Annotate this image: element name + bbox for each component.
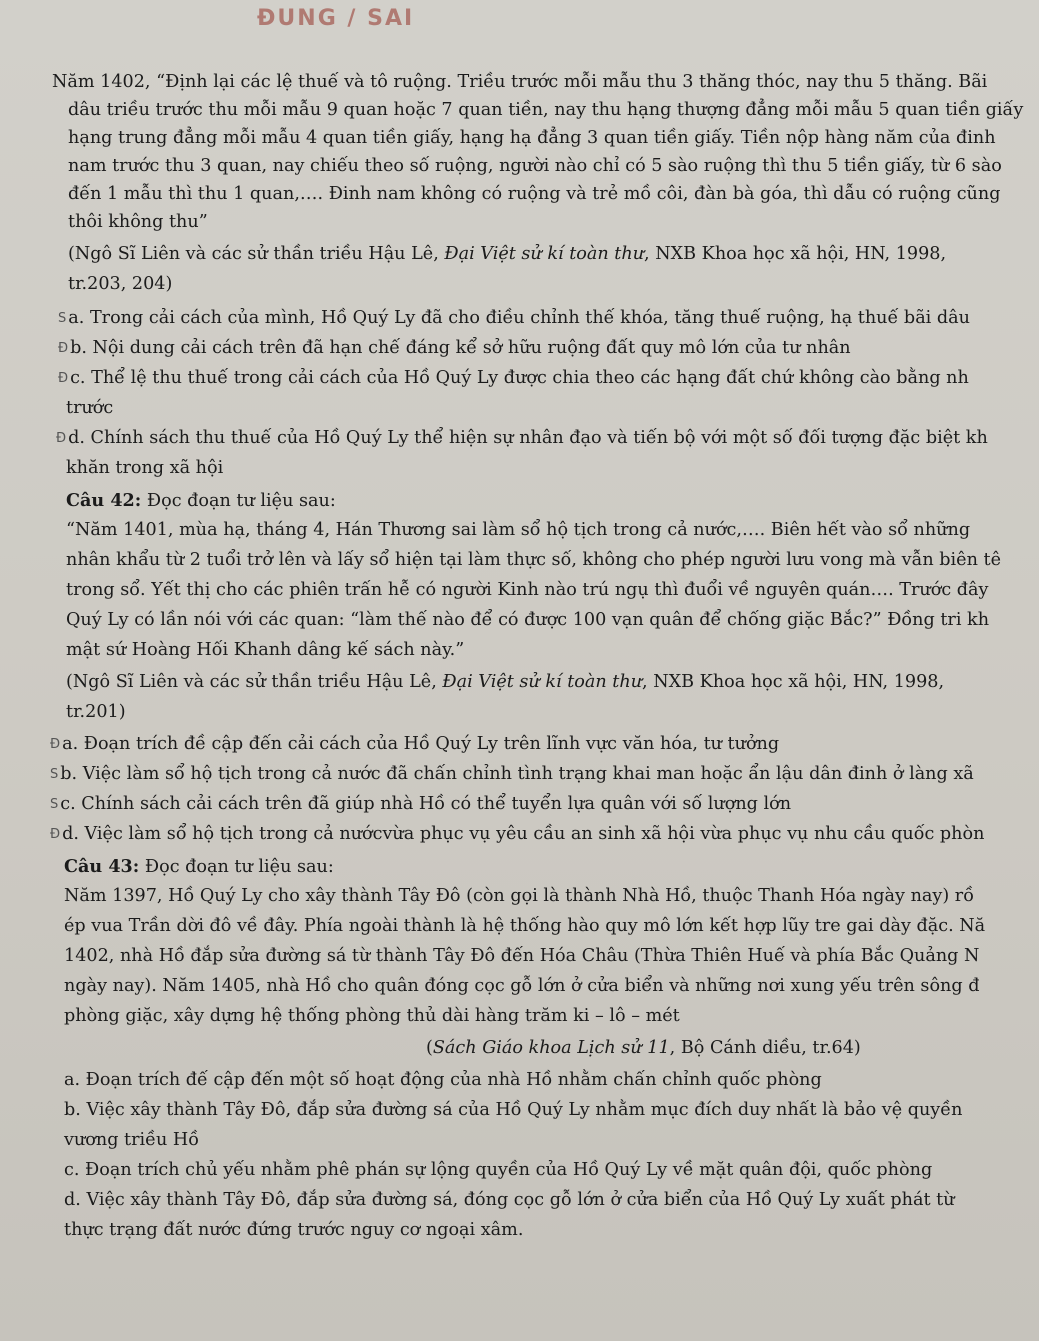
question-43-heading: Câu 43: Đọc đoạn tư liệu sau: [64,856,334,877]
statement-b: Đ b. Nội dung cải cách trên đã hạn chế đáng kể sở hữu ruộng đất quy mô lớn của tư nhân [58,338,851,358]
book-title: Đại Việt sử kí toàn thư [444,244,645,264]
citation-line: tr.201) [66,702,126,722]
text-line: khăn trong xã hội [66,458,224,478]
text-line: đến 1 mẫu thì thu 1 quan,…. Đinh nam không có ruộng và trẻ mồ côi, đàn bà góa, thì dẫu có ruộng cũng [68,184,1001,204]
statement-d: d. Việc xây thành Tây Đô, đắp sửa đường sá, đóng cọc gỗ lớn ở cửa biển của Hồ Quý Ly xuất phát từ [64,1190,955,1210]
answer-mark: S [58,311,67,326]
answer-mark: S [50,797,59,812]
citation-line: (Sách Giáo khoa Lịch sử 11, Bộ Cánh diều, tr.64) [426,1038,861,1058]
text-line: nhân khẩu từ 2 tuổi trở lên và lấy sổ hiện tại làm thực số, không cho phép người lưu vong mà vẫn biên tê [66,550,1001,570]
text-line: trước [66,398,114,418]
text-line: vương triều Hồ [64,1130,200,1150]
text-line: thôi không thu” [68,212,208,232]
answer-mark: Đ [56,431,67,446]
text-line: nam trước thu 3 quan, nay chiếu theo số ruộng, người nào chỉ có 5 sào ruộng thì thu 5 tiền giấy, từ 6 sào [68,156,1002,176]
handwritten-note: ĐUNG / SAI [257,6,415,31]
answer-mark: Đ [50,827,61,842]
text-line: ngày nay). Năm 1405, nhà Hồ cho quân đóng cọc gỗ lớn ở cửa biển và những nơi xung yếu trên sông đ [64,976,980,996]
statement-a: a. Đoạn trích đế cập đến một số hoạt động của nhà Hồ nhằm chấn chỉnh quốc phòng [64,1070,822,1090]
text-line: “Năm 1401, mùa hạ, tháng 4, Hán Thương sai làm sổ hộ tịch trong cả nước,…. Biên hết vào sổ những [66,520,971,540]
text-line: mật sứ Hoàng Hối Khanh dâng kế sách này.” [66,640,465,660]
book-title: Sách Giáo khoa Lịch sử 11 [432,1038,670,1058]
answer-mark: S [50,767,59,782]
citation-line: tr.203, 204) [68,274,173,294]
statement-c: S c. Chính sách cải cách trên đã giúp nhà Hồ có thể tuyển lựa quân với số lượng lớn [50,794,792,814]
book-title: Đại Việt sử kí toàn thư [442,672,643,692]
text-line: Quý Ly có lần nói với các quan: “làm thế nào để có được 100 vạn quân để chống giặc Bắc?” Đồng tri kh [66,610,990,630]
citation-line: (Ngô Sĩ Liên và các sử thần triều Hậu Lê, Đại Việt sử kí toàn thư, NXB Khoa học xã hội, HN, 1998, [66,672,945,692]
answer-mark: Đ [58,371,69,386]
text-line: 1402, nhà Hồ đắp sửa đường sá từ thành Tây Đô đến Hóa Châu (Thừa Thiên Huế và phía Bắc Quảng N [64,946,980,966]
text-line: dâu triều trước thu mỗi mẫu 9 quan hoặc 7 quan tiền, nay thu hạng thượng đẳng mỗi mẫu 5 quan tiền giấy [68,100,1024,120]
text-line: Năm 1397, Hồ Quý Ly cho xây thành Tây Đô (còn gọi là thành Nhà Hồ, thuộc Thanh Hóa ngày nay) rồ [64,886,974,906]
statement-c: Đ c. Thể lệ thu thuế trong cải cách của Hồ Quý Ly được chia theo các hạng đất chứ không cào bằng nh [58,368,969,388]
text-line: trong sổ. Yết thị cho các phiên trấn hễ có người Kinh nào trú ngụ thì đuổi về nguyên quán…. Trước đây [66,580,989,600]
text-line: thực trạng đất nước đứng trước nguy cơ ngoại xâm. [64,1220,524,1240]
statement-b: S b. Việc làm sổ hộ tịch trong cả nước đã chấn chỉnh tình trạng khai man hoặc ẩn lậu dân đinh ở làng xã [50,764,974,784]
text-line: ép vua Trần dời đô về đây. Phía ngoài thành là hệ thống hào quy mô lớn kết hợp lũy tre gai dày đặc. Nă [64,916,986,936]
answer-mark: Đ [58,341,69,356]
statement-d: Đ d. Việc làm sổ hộ tịch trong cả nướcvừa phục vụ yêu cầu an sinh xã hội vừa phục vụ nhu cầu quốc phòn [50,824,985,844]
text-line: phòng giặc, xây dựng hệ thống phòng thủ dài hàng trăm ki – lô – mét [64,1006,680,1026]
statement-c: c. Đoạn trích chủ yếu nhằm phê phán sự lộng quyền của Hồ Quý Ly về mặt quân đội, quốc phòng [64,1160,933,1180]
text-line: hạng trung đẳng mỗi mẫu 4 quan tiền giấy, hạng hạ đẳng 3 quan tiền giấy. Tiền nộp hàng năm của đinh [68,128,996,148]
statement-b: b. Việc xây thành Tây Đô, đắp sửa đường sá của Hồ Quý Ly nhằm mục đích duy nhất là bảo vệ quyền [64,1100,963,1120]
statement-a: S a. Trong cải cách của mình, Hồ Quý Ly đã cho điều chỉnh thế khóa, tăng thuế ruộng, hạ thuế bãi dâu [58,308,970,328]
statement-d: Đ d. Chính sách thu thuế của Hồ Quý Ly thể hiện sự nhân đạo và tiến bộ với một số đối tượng đặc biệt kh [56,428,988,448]
question-42-heading: Câu 42: Đọc đoạn tư liệu sau: [66,490,336,511]
statement-a: Đ a. Đoạn trích đề cập đến cải cách của Hồ Quý Ly trên lĩnh vực văn hóa, tư tưởng [50,734,780,754]
answer-mark: Đ [50,737,61,752]
citation-line: (Ngô Sĩ Liên và các sử thần triều Hậu Lê, Đại Việt sử kí toàn thư, NXB Khoa học xã hội, HN, 1998, [68,244,947,264]
text-line: Năm 1402, “Định lại các lệ thuế và tô ruộng. Triều trước mỗi mẫu thu 3 thăng thóc, nay thu 5 thăng. Bãi [52,72,988,92]
